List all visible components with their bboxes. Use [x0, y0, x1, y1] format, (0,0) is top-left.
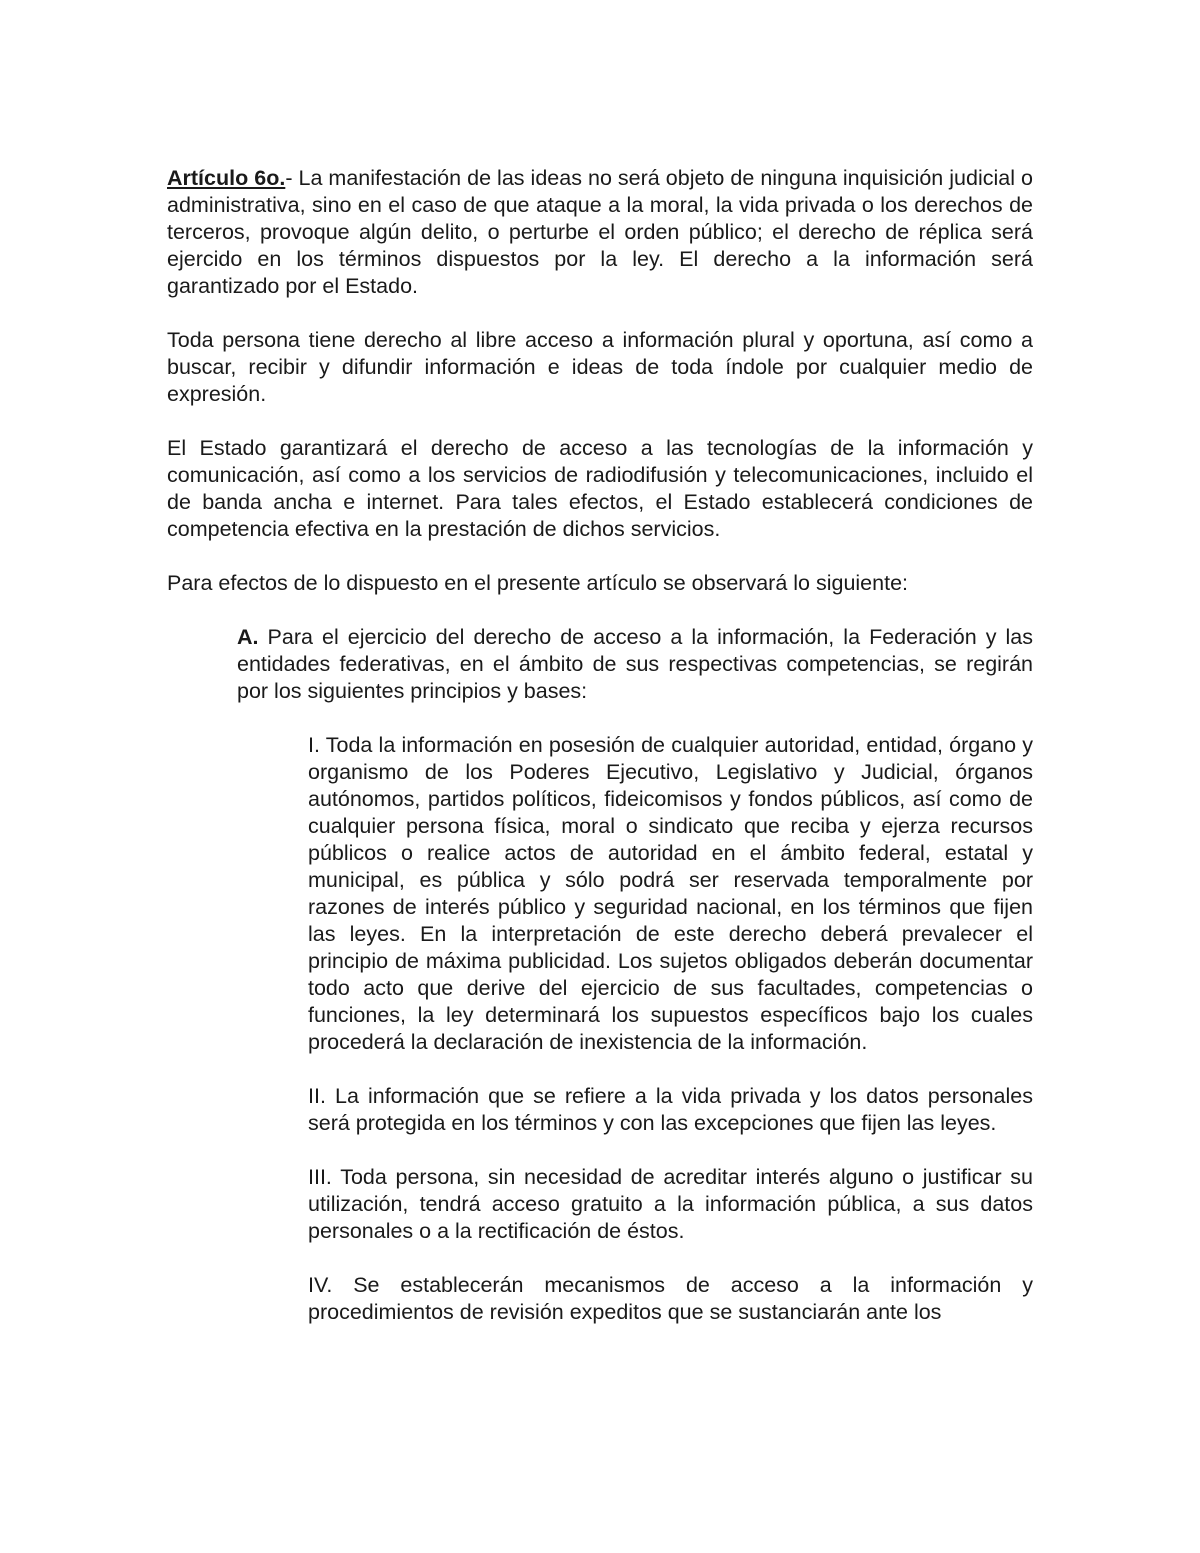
fraction-ii: II. La información que se refiere a la vida privada y los datos personales será protegida en los términos y con las excepciones que fijen las leyes.	[308, 1084, 1033, 1135]
article-paragraph-3: El Estado garantizará el derecho de acceso a las tecnologías de la información y comunicación, así como a los servicios de radiodifusión y telecomunicaciones, incluido el de banda ancha e internet. Para tales efectos, el Estado establecerá condiciones de competencia efectiva en la prestación de dichos servicios.	[167, 436, 1033, 541]
document-body	[167, 165, 1033, 1353]
fraction-iv: IV. Se establecerán mecanismos de acceso a la información y procedimientos de revisión expeditos que se sustanciarán ante los	[308, 1273, 1033, 1324]
section-a-letter: A.	[237, 625, 259, 649]
article-paragraph-2: Toda persona tiene derecho al libre acceso a información plural y oportuna, así como a buscar, recibir y difundir información e ideas de toda índole por cualquier medio de expresión.	[167, 328, 1033, 406]
fraction-iii: III. Toda persona, sin necesidad de acreditar interés alguno o justificar su utilización, tendrá acceso gratuito a la información pública, a sus datos personales o a la rectificación de éstos.	[308, 1165, 1033, 1243]
article-paragraph-4: Para efectos de lo dispuesto en el presente artículo se observará lo siguiente:	[167, 571, 909, 595]
article-paragraph-1	[167, 165, 1033, 300]
article-heading: Artículo 6o.	[167, 166, 286, 190]
section-a-paragraph	[237, 624, 1033, 705]
article-paragraph-1-text: - La manifestación de las ideas no será objeto de ninguna inquisición judicial o administrativa, sino en el caso de que ataque a la moral, la vida privada o los derechos de terceros, provoque algún delito, o perturbe el orden público; el derecho de réplica será ejercido en los términos dispuestos por la ley. El derecho a la información será garantizado por el Estado.	[167, 166, 1033, 298]
section-a-text: Para el ejercicio del derecho de acceso a la información, la Federación y las entidades federativas, en el ámbito de sus respectivas competencias, se regirán por los siguientes principios y bases:	[237, 625, 1033, 703]
fraction-i: I. Toda la información en posesión de cualquier autoridad, entidad, órgano y organismo de los Poderes Ejecutivo, Legislativo y Judicial, órganos autónomos, partidos políticos, fideicomisos y fondos públicos, así como de cualquier persona física, moral o sindicato que reciba y ejerza recursos públicos o realice actos de autoridad en el ámbito federal, estatal y municipal, es pública y sólo podrá ser reservada temporalmente por razones de interés público y seguridad nacional, en los términos que fijen las leyes. En la interpretación de este derecho deberá prevalecer el principio de máxima publicidad. Los sujetos obligados deberán documentar todo acto que derive del ejercicio de sus facultades, competencias o funciones, la ley determinará los supuestos específicos bajo los cuales procederá la declaración de inexistencia de la información.	[308, 733, 1033, 1054]
